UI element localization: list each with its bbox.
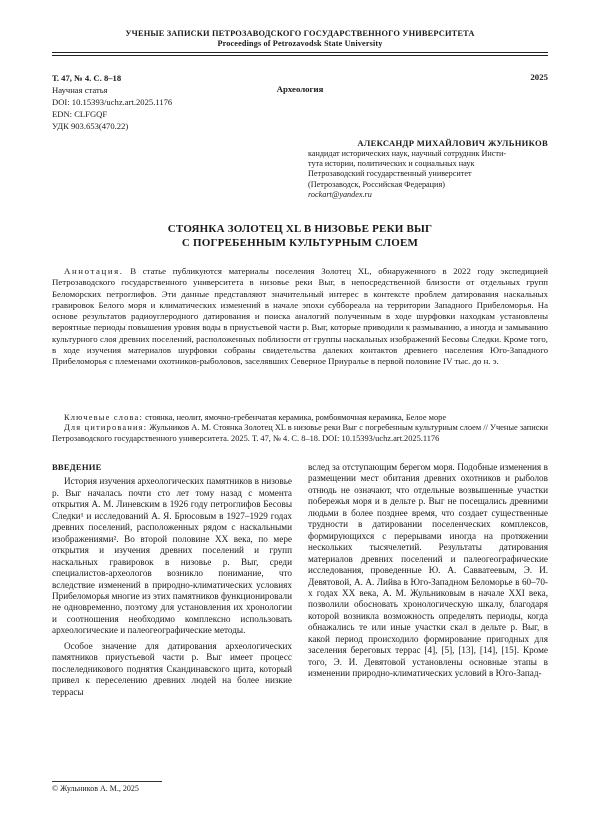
title-line: СТОЯНКА ЗОЛОТЕЦ XL В НИЗОВЬЕ РЕКИ ВЫГ [167,223,433,235]
section-heading: ВВЕДЕНИЕ [52,462,102,472]
journal-name-ru: УЧЕНЫЕ ЗАПИСКИ ПЕТРОЗАВОДСКОГО ГОСУДАРСТВЕННОГО УНИВЕРСИТЕТА [125,29,475,38]
author-affiliation [308,149,548,200]
volume-info: Т. 47, № 4. С. 8–18 [52,73,122,83]
left-column [52,462,292,702]
author-email[interactable]: rockart@yandex.ru [308,189,372,199]
article-type: Научная статья [52,85,108,95]
article-title [0,222,600,250]
edn: EDN: CLFGQF [52,109,108,119]
affiliation-line: тута истории, политических и социальных наук [308,159,475,169]
article-meta [52,72,172,132]
journal-header [0,29,600,49]
affiliation-line: кандидат исторических наук, научный сотрудник Инсти- [308,149,507,158]
abstract [52,266,548,368]
paragraph: История изучения археологических памятников в низовье р. Выг началась почти сто лет тому назад с момента открытия А. М. Линевским в 1926 году петроглифов Бесовы Следки¹ и исследований А. Я. Брюсовым в 1927–1929 годах древних поселений, расположенных рядом с наскальными изображениями². Во второй половине XX века, по мере открытия и изучения древних поселений и групп наскальных гравировок в низовье р. Выг, среди специалистов-археологов возникло понимание, что вследствие изменений в природно-климатических условиях Прибеломорья многие из этих памятников функционировали не одновременно, поэтому для установления их хронологии и соотношения необходимо комплексно использовать археологические и палеогеографические методы. [52,476,292,636]
abstract-label: Аннотация. [64,266,124,276]
journal-name-en: Proceedings of Petrozavodsk State University [217,39,383,48]
header-rule-top [52,52,548,53]
citation-text: Жульников А. М. Стоянка Золотец XL в низовье реки Выг с погребенным культурным слоем // Ученые записки Петрозаводского государственного университета. 2025. Т. 47, № 4. С. 8–18. DOI: 10.15393/uchz.art.2025.1176 [52,423,549,443]
citation [52,423,548,445]
copyright: © Жульников А. М., 2025 [52,784,139,793]
title-line: С ПОГРЕБЕННЫМ КУЛЬТУРНЫМ СЛОЕМ [181,237,419,249]
paragraph: вслед за отступающим берегом моря. Подобные изменения в размещении мест обитания древних охотников и рыболов отнюдь не означают, что отдельные возвышенные участки побережья моря и в дельте р. Выг не посещались древними людьми в более позднее время, что создает существенные трудности в датировании поселенческих комплексов, формирующихся с перерывами иногда на протяжении нескольких тысячелетий. Результаты датирования материалов древних поселений и палеогеографические исследования, проведенные Ю. А. Савватеевым, Э. И. Девятовой, А. А. Лийва в Юго-Западном Беломорье в 60–70-х годах XX века, А. М. Жульниковым в начале XXI века, позволили обосновать хронологическую шкалу, благодаря которой возникла возможность определять периоды, когда обнажались те или иные участки скал в дельте р. Выг, в какой период происходило формирование пригодных для заселения береговых террас [4], [5], [13], [14], [15]. Кроме того, Э. И. Девятовой установлены основные этапы в изменении природно-климатических условий в Юго-Запад- [308,462,548,679]
header-rule-bottom [52,55,548,56]
citation-label: Для цитирования: [64,423,148,432]
paragraph: Особое значение для датирования археологических памятников приустьевой части р. Выг имеет процесс послеледникового поднятия Скандинавского щита, который привел к переселению древних людей на более низкие террасы [52,640,292,697]
right-column [308,462,548,684]
affiliation-line: Петрозаводский государственный университет [308,169,472,179]
footnote-rule [52,781,162,782]
udk: УДК 903.653(470.22) [52,121,129,131]
affiliation-line: (Петрозаводск, Российская Федерация) [308,179,445,189]
keywords-label: Ключевые слова: [64,413,143,422]
rubric: Археология [276,84,324,94]
year: 2025 [530,72,548,82]
abstract-text: В статье публикуются материалы поселения Золотец XL, обнаруженного в 2022 году экспедицией Петрозаводского государственного университета в низовье реки Выг, в непосредственной близости от отдельных групп Беломорских петроглифов. Эти данные представляют значительный интерес в контексте проблем датирования наскальных гравировок Белого моря и климатических изменений в начале эпохи суббореала на территории Западного Прибеломорья. На основе результатов радиоуглеродного датирования и поиска аналогий полученным в ходе шурфовки находкам установлены вероятные периоды повышения уровня воды в приустьевой части р. Выг, которые приводили к размыванию, а иногда и замыванию культурного слоя древних поселений, расположенных поблизости от группы наскальных изображений Бесовы Следки. Кроме того, в ходе изучения материалов шурфовки собраны свидетельства далеких контактов древнего населения Юго-Западного Прибеломорья с племенами охотников-рыболовов, заселявших Северное Приуралье в первой половине IV тыс. до н. э. [52,266,548,367]
keywords-text: стоянка, неолит, ямочно-гребенчатая керамика, ромбоямочная керамика, Белое море [145,413,447,422]
doi: DOI: 10.15393/uchz.art.2025.1176 [52,97,173,107]
author-name: АЛЕКСАНДР МИХАЙЛОВИЧ ЖУЛЬНИКОВ [357,138,548,148]
keywords [64,412,548,423]
